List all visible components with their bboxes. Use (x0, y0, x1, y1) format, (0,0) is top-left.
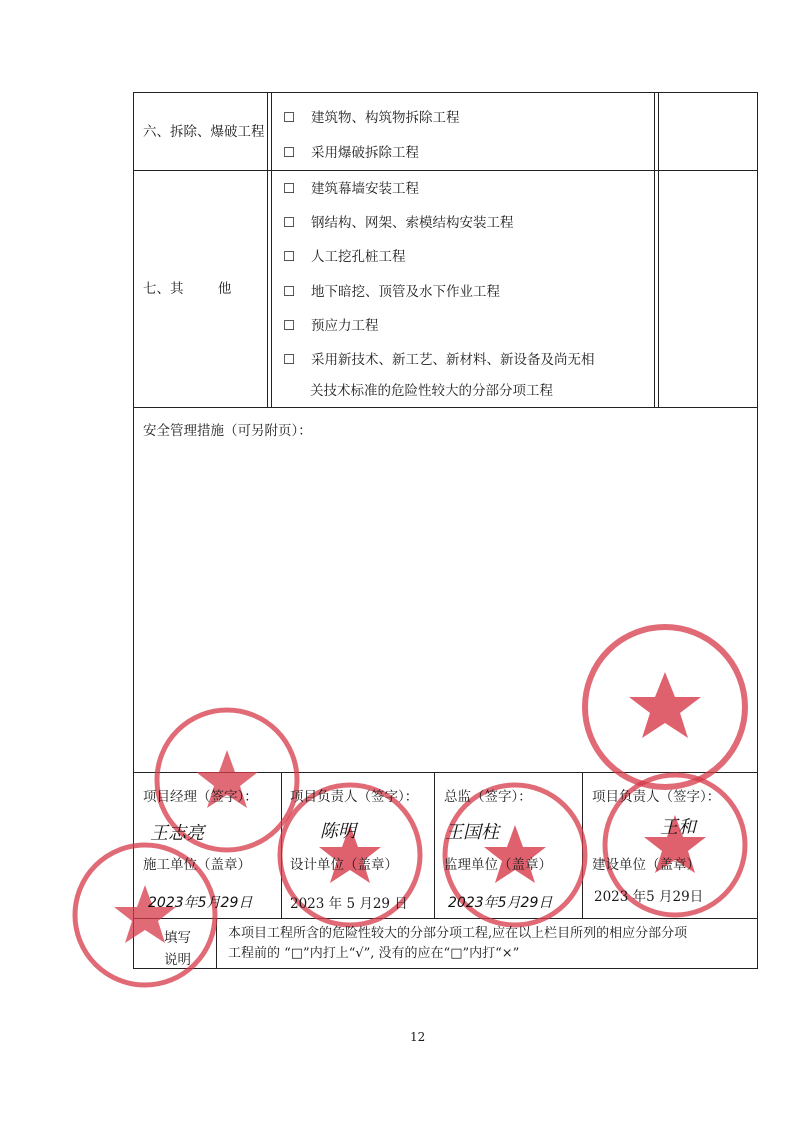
checklist-item-curtain-wall[interactable] (283, 177, 419, 197)
checklist-item-prestress[interactable] (283, 314, 379, 334)
checkbox[interactable]: ☐ (283, 249, 296, 265)
sig-date-owner: 2023 年5 月29日 (594, 889, 704, 905)
section-title-demolition: 六、拆除、爆破工程 (143, 124, 265, 140)
item-label: 采用新技术、新工艺、新材料、新设备及尚无相 (311, 352, 595, 368)
item-label: 人工挖孔桩工程 (311, 249, 406, 265)
item-label: 地下暗挖、顶管及水下作业工程 (311, 284, 500, 300)
table-border-bottom (133, 968, 758, 969)
row-divider-1 (133, 170, 758, 171)
checkbox[interactable]: ☐ (283, 352, 296, 368)
item-label: 建筑物、构筑物拆除工程 (311, 110, 460, 126)
row-divider-2 (133, 407, 758, 408)
inner-box-left (271, 92, 272, 408)
sig-date-construction: 2023年5月29日 (148, 895, 253, 911)
sig-unit-supervision: 监理单位（盖章） (444, 857, 552, 873)
stamp-owner-large (580, 622, 750, 792)
col-divider-1 (267, 92, 268, 408)
sig-role-owner-lead: 项目负责人（签字）： (592, 789, 721, 805)
section-title-other: 七、其 他 (143, 281, 232, 297)
signature-project-manager: 王志亮 (150, 823, 204, 844)
checkbox[interactable]: ☐ (283, 145, 296, 161)
sig-unit-owner: 建设单位（盖章） (592, 857, 700, 873)
sig-unit-construction: 施工单位（盖章） (143, 857, 251, 873)
signature-design-lead: 陈明 (320, 821, 356, 842)
signature-chief-supervisor: 王国柱 (445, 822, 499, 843)
col-divider-2 (654, 92, 655, 408)
item-label-continuation: 关技术标准的危险性较大的分部分项工程 (310, 383, 553, 399)
item-label: 钢结构、网架、索模结构安装工程 (311, 215, 514, 231)
instructions-label-line1: 填写 (164, 930, 191, 946)
checkbox[interactable]: ☐ (283, 215, 296, 231)
table-border-right (757, 92, 758, 969)
checklist-item-blasting[interactable] (283, 141, 419, 161)
signature-owner-lead: 王和 (660, 817, 696, 838)
checkbox[interactable]: ☐ (283, 110, 296, 126)
checkbox[interactable]: ☐ (283, 181, 296, 197)
checklist-item-demolition[interactable] (283, 106, 460, 126)
checkbox[interactable]: ☐ (283, 284, 296, 300)
checklist-item-underground[interactable] (283, 280, 500, 300)
instructions-label-line2: 说明 (164, 952, 191, 968)
sig-date-design: 2023 年 5 月29 日 (290, 896, 408, 912)
inner-box-right (658, 92, 659, 408)
safety-measures-label: 安全管理措施（可另附页）： (143, 423, 312, 439)
sig-date-supervision: 2023年5月29日 (448, 895, 553, 911)
sig-role-chief-supervisor: 总监（签字）： (444, 789, 532, 805)
sig-role-design-lead: 项目负责人（签字）： (290, 789, 419, 805)
table-border-top (133, 92, 758, 93)
page-number: 12 (410, 1030, 426, 1044)
sig-unit-design: 设计单位（盖章） (290, 857, 398, 873)
item-label: 建筑幕墙安装工程 (311, 181, 419, 197)
checklist-item-steel-structure[interactable] (283, 211, 514, 231)
instructions-text-line1: 本项目工程所含的危险性较大的分部分项工程,应在以上栏目所列的相应分部分项 (228, 926, 688, 941)
checkbox[interactable]: ☐ (283, 318, 296, 334)
item-label: 采用爆破拆除工程 (311, 145, 419, 161)
table-border-left (133, 92, 134, 969)
checklist-item-manual-pile[interactable] (283, 245, 406, 265)
sig-role-project-manager: 项目经理（签字）： (143, 789, 258, 805)
instructions-text-line2: 工程前的 “□”内打上“√”, 没有的应在“□”内打“×” (228, 946, 520, 961)
checklist-item-new-tech[interactable] (283, 348, 595, 368)
sig-divider-2 (434, 772, 435, 918)
item-label: 预应力工程 (311, 318, 379, 334)
